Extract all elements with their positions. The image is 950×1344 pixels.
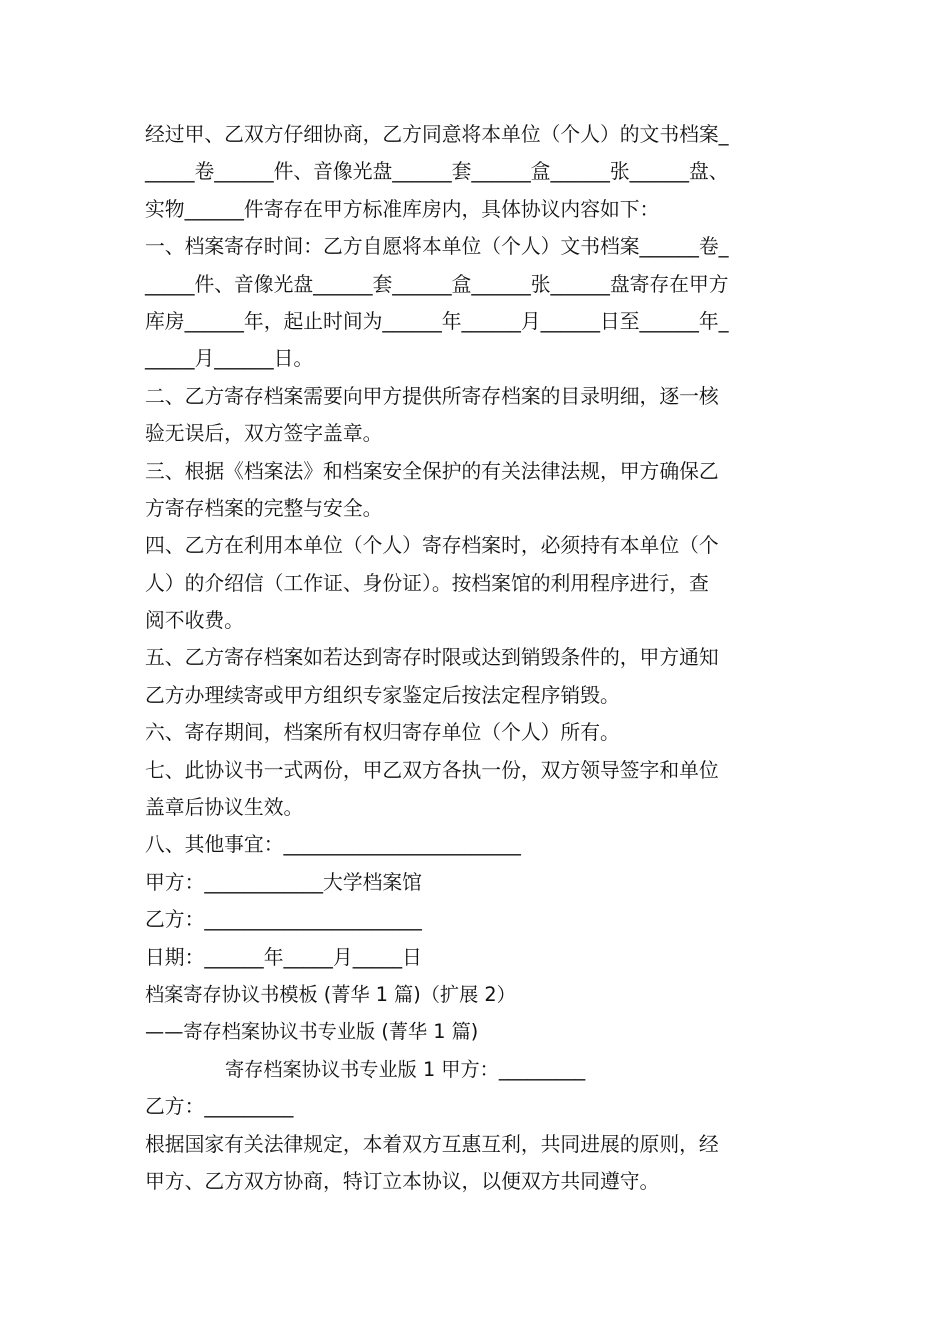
text-line: _____件、音像光盘______套______盒______张______盘寄存在甲方 <box>145 272 729 296</box>
text-line: 阅不收费。 <box>145 609 244 633</box>
text-line: 实物______件寄存在甲方标准库房内，具体协议内容如下： <box>145 197 660 221</box>
text-line: 验无误后，双方签字盖章。 <box>145 422 383 446</box>
text-line: 甲方：____________大学档案馆 <box>145 870 422 894</box>
text-line: 库房______年，起止时间为______年______月______日至______年_ <box>145 309 729 333</box>
text-line: 日期：______年_____月_____日 <box>145 945 422 969</box>
text-line: 寄存档案协议书专业版 1 甲方：_________ <box>225 1057 586 1081</box>
text-line: 方寄存档案的完整与安全。 <box>145 496 383 520</box>
document-body <box>145 116 807 1200</box>
text-line: 甲方、乙方双方协商，特订立本协议，以便双方共同遵守。 <box>145 1169 660 1193</box>
text-line: 乙方办理续寄或甲方组织专家鉴定后按法定程序销毁。 <box>145 683 620 707</box>
text-line: 四、乙方在利用本单位（个人）寄存档案时，必须持有本单位（个 <box>145 534 719 558</box>
text-line: 六、寄存期间，档案所有权归寄存单位（个人）所有。 <box>145 721 620 745</box>
text-line: 八、其他事宜：________________________ <box>145 833 521 857</box>
text-line: 二、乙方寄存档案需要向甲方提供所寄存档案的目录明细，逐一核 <box>145 384 719 408</box>
text-line: 一、档案寄存时间：乙方自愿将本单位（个人）文书档案______卷_ <box>145 235 729 259</box>
text-line: 经过甲、乙双方仔细协商，乙方同意将本单位（个人）的文书档案_ <box>145 123 729 146</box>
text-line: 乙方：_________ <box>145 1095 294 1119</box>
text-line: 五、乙方寄存档案如若达到寄存时限或达到销毁条件的，甲方通知 <box>145 646 719 670</box>
text-line: 三、根据《档案法》和档案安全保护的有关法律法规，甲方确保乙 <box>145 459 719 483</box>
text-line: 根据国家有关法律规定，本着双方互惠互利，共同进展的原则，经 <box>145 1132 719 1156</box>
text-line: ——寄存档案协议书专业版 (菁华 1 篇) <box>145 1020 479 1044</box>
text-line: _____卷______件、音像光盘______套______盒______张______盘、 <box>145 160 729 184</box>
text-line: 人）的介绍信（工作证、身份证）。按档案馆的利用程序进行，查 <box>145 571 709 595</box>
text-line: 档案寄存协议书模板 (菁华 1 篇)（扩展 2） <box>145 982 516 1006</box>
text-line: 乙方：______________________ <box>145 908 422 932</box>
text-line: _____月______日。 <box>145 347 314 371</box>
text-line: 七、此协议书一式两份，甲乙双方各执一份，双方领导签字和单位 <box>145 758 719 782</box>
text-line: 盖章后协议生效。 <box>145 796 304 820</box>
